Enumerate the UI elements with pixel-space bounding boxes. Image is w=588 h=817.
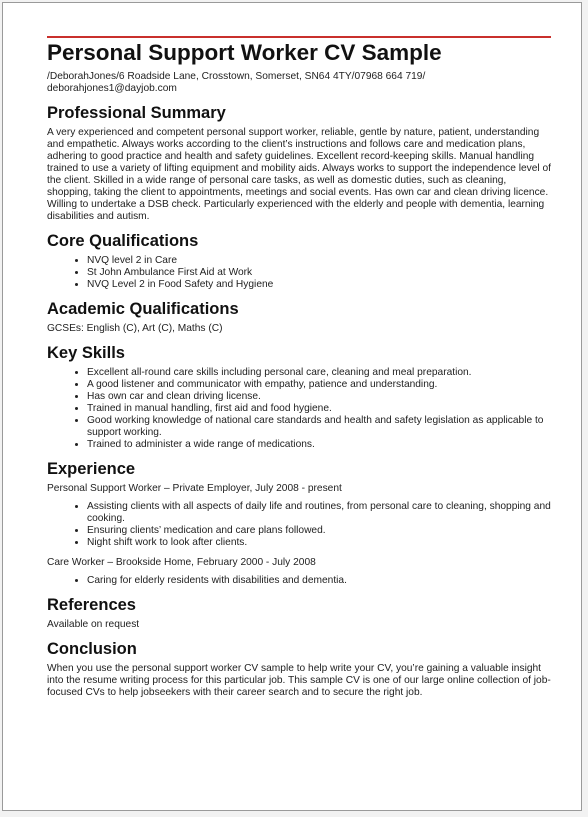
list-item: • St John Ambulance First Aid at Work (87, 267, 553, 279)
cv-page (2, 2, 582, 811)
contact-details: /DeborahJones/6 Roadside Lane, Crosstown, Somerset, SN64 4TY/07968 664 719/ deborahjones1@dayjob.com (47, 71, 426, 94)
title-accent-line (47, 36, 551, 38)
list-item: • Caring for elderly residents with disabilities and dementia. (87, 575, 553, 587)
job-1-duties-list (47, 501, 553, 549)
academic-qualifications-text: GCSEs: English (C), Art (C), Maths (C) (47, 323, 223, 334)
list-item: • Good working knowledge of national care standards and health and safety legislation as applicable to support working. (87, 415, 553, 439)
cv-content (47, 40, 553, 699)
list-item: • NVQ level 2 in Care (87, 255, 553, 267)
heading-academic-qualifications: Academic Qualifications (47, 300, 239, 318)
list-item: • Trained in manual handling, first aid and food hygiene. (87, 403, 553, 415)
references-text: Available on request (47, 619, 140, 630)
job-2-duties-list (47, 575, 553, 587)
list-item: • Night shift work to look after clients. (87, 537, 553, 549)
job-title-2: Care Worker – Brookside Home, February 2000 - July 2008 (47, 557, 316, 568)
heading-references: References (47, 596, 136, 614)
heading-core-qualifications: Core Qualifications (47, 232, 199, 250)
list-item: • A good listener and communicator with empathy, patience and understanding. (87, 379, 553, 391)
job-title-1: Personal Support Worker – Private Employer, July 2008 - present (47, 483, 342, 494)
heading-professional-summary: Professional Summary (47, 104, 226, 122)
professional-summary-text: A very experienced and competent personal support worker, reliable, gentle by nature, patient, understanding and empathetic. Always works according to the client’s instructions and follows care and medication plans, adhering to good practice and health and safety guidelines. Excellent record-keeping skills. Manual handling trained to use a variety of lifting equipment and mobility aids. Always works to support the independence level of the client. Skilled in a wide range of personal care tasks, as well as domestic duties, such as cleaning, shopping, taking the client to appointments, meetings and social events. Has own car and clean driving licence. Willing to undertake a DSB check. Particularly experienced with the elderly and people with dementia, learning disabilities and autism. (47, 127, 552, 222)
conclusion-text: When you use the personal support worker CV sample to help write your CV, you’re gaining a valuable insight into the resume writing process for this particular job. This sample CV is one of our large online collection of job-focused CVs to help jobseekers with their career search and to secure the right job. (47, 663, 551, 698)
list-item: • Ensuring clients’ medication and care plans followed. (87, 525, 553, 537)
heading-conclusion: Conclusion (47, 640, 137, 658)
heading-key-skills: Key Skills (47, 344, 125, 362)
key-skills-list (47, 367, 553, 451)
heading-experience: Experience (47, 460, 136, 478)
list-item: • Assisting clients with all aspects of daily life and routines, from personal care to cleaning, shopping and cooking. (87, 501, 553, 525)
list-item: • Excellent all-round care skills including personal care, cleaning and meal preparation. (87, 367, 553, 379)
list-item: • Has own car and clean driving license. (87, 391, 553, 403)
list-item: • NVQ Level 2 in Food Safety and Hygiene (87, 279, 553, 291)
cv-title: Personal Support Worker CV Sample (47, 40, 442, 65)
list-item: • Trained to administer a wide range of medications. (87, 439, 553, 451)
core-qualifications-list (47, 255, 553, 291)
